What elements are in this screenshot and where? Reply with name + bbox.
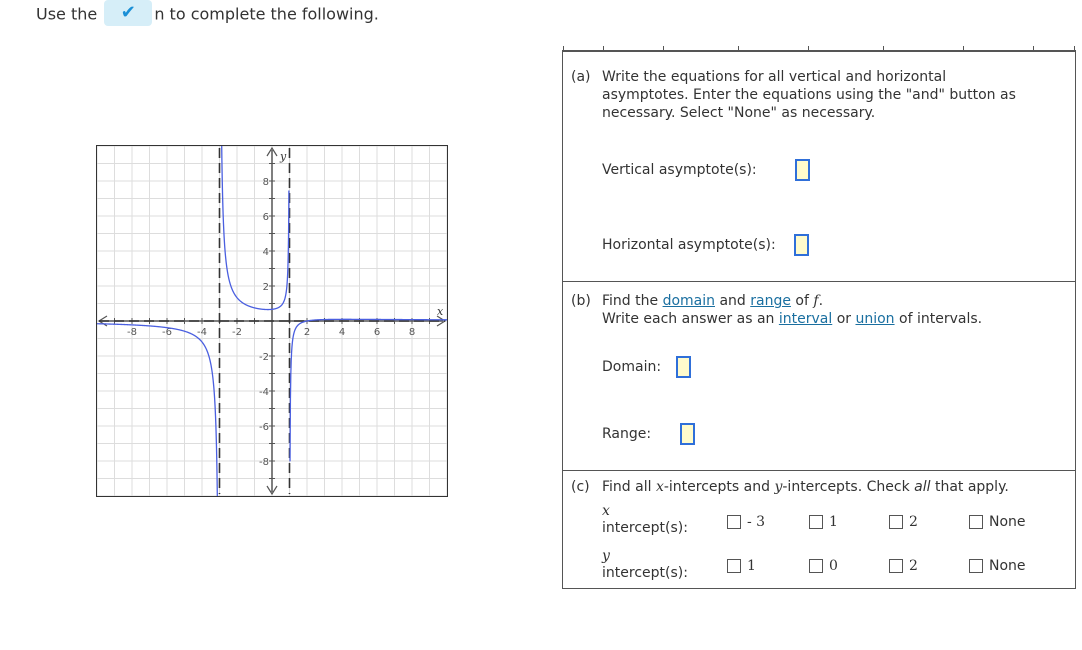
- y-tick-label: -8: [259, 457, 269, 468]
- part-a-line-3: necessary. Select "None" as necessary.: [602, 105, 876, 121]
- x-tick-label: 2: [303, 327, 311, 338]
- instruction-after: n to complete the following.: [154, 4, 379, 24]
- x-intercept-var: x: [602, 503, 610, 519]
- horizontal-asymptote-input[interactable]: [794, 234, 809, 256]
- y-tick-label: 6: [262, 212, 269, 223]
- part-c-label: (c): [571, 479, 590, 495]
- part-b-or: or: [836, 311, 852, 327]
- x-tick-label: -6: [162, 327, 172, 338]
- y-intercept-label: [602, 548, 688, 582]
- y-intercept-option[interactable]: 0: [809, 558, 838, 574]
- checkbox[interactable]: [969, 559, 983, 573]
- chevron-down-icon[interactable]: ✔: [104, 0, 152, 26]
- domain-input[interactable]: [676, 356, 691, 378]
- part-b-line2-prefix: Write each answer as an: [602, 311, 775, 327]
- y-intercept-option[interactable]: 1: [727, 558, 756, 574]
- y-axis-label: y: [280, 150, 287, 163]
- y-intercept-var: y: [602, 548, 610, 564]
- vertical-asymptote-label: Vertical asymptote(s):: [602, 162, 757, 178]
- checkbox[interactable]: [889, 559, 903, 573]
- part-a-line-2: asymptotes. Enter the equations using the "and" button as: [602, 87, 1016, 103]
- checkbox[interactable]: [969, 515, 983, 529]
- y-tick-label: -6: [259, 422, 269, 433]
- part-b-of: of: [795, 293, 809, 309]
- function-f: f: [813, 293, 819, 309]
- x-axis-label: x: [437, 305, 444, 318]
- y-variable: y: [774, 479, 783, 495]
- domain-label: Domain:: [602, 359, 662, 375]
- checkbox[interactable]: [889, 515, 903, 529]
- range-link[interactable]: range: [750, 293, 791, 309]
- union-link[interactable]: union: [855, 311, 895, 327]
- divider: [563, 281, 1075, 282]
- x-tick-label: -8: [127, 327, 137, 338]
- x-tick-label: 8: [408, 327, 416, 338]
- x-tick-label: -4: [197, 327, 207, 338]
- domain-link[interactable]: domain: [662, 293, 715, 309]
- part-c-prefix: Find all: [602, 479, 652, 495]
- question-panel: (a) Write the equations for all vertical and horizontal asymptotes. Enter the equations using the "and" button as necessary. Select "None" as necessary. Vertical asymptote(s): Horizontal asymptote(s): (b) Find the domain and range of f. Write each answer as an interval or union of intervals. Domain: Range: (c) Find all x-intercepts and y-intercepts. Check all that apply. x intercept(s): - 3 1 2 None y intercept(s): 1 0 2 None: [562, 50, 1076, 589]
- function-graph: [96, 145, 448, 497]
- range-label: Range:: [602, 426, 652, 442]
- x-intercept-option[interactable]: 1: [809, 514, 838, 530]
- x-tick-label: 6: [373, 327, 381, 338]
- x-intercept-option-none[interactable]: None: [969, 514, 1026, 530]
- vertical-asymptote-row: [602, 159, 810, 181]
- y-intercept-option-none[interactable]: None: [969, 558, 1026, 574]
- domain-row: [602, 356, 691, 378]
- checkbox[interactable]: [727, 515, 741, 529]
- curve-right-branch: [290, 319, 447, 461]
- horizontal-asymptote-row: [602, 234, 809, 256]
- part-a-line-1: Write the equations for all vertical and horizontal: [602, 69, 947, 85]
- part-b-line2-suffix: of intervals.: [899, 311, 983, 327]
- horizontal-asymptote-label: Horizontal asymptote(s):: [602, 237, 776, 253]
- part-c-mid2: -intercepts. Check: [782, 479, 910, 495]
- y-tick-label: 8: [262, 177, 269, 188]
- curve-left-branch: [97, 324, 218, 496]
- x-tick-label: -2: [232, 327, 242, 338]
- interval-link[interactable]: interval: [778, 311, 833, 327]
- x-intercept-text: intercept(s):: [602, 520, 688, 536]
- all-emphasis: all: [914, 479, 931, 495]
- part-c-mid: -intercepts and: [663, 479, 770, 495]
- y-tick-label: 2: [262, 282, 269, 293]
- x-intercept-option[interactable]: 2: [889, 514, 918, 530]
- y-intercept-text: intercept(s):: [602, 565, 688, 581]
- instruction-before: Use the: [36, 4, 98, 24]
- part-a-label: (a): [571, 69, 591, 85]
- checkbox[interactable]: [809, 515, 823, 529]
- x-intercept-label: [602, 503, 688, 537]
- x-variable: x: [655, 479, 664, 495]
- checkbox[interactable]: [727, 559, 741, 573]
- y-tick-label: -2: [259, 352, 269, 363]
- part-b-line1-prefix: Find the: [602, 293, 659, 309]
- y-tick-label: -4: [259, 387, 269, 398]
- divider: [563, 470, 1075, 471]
- graph-svg: [97, 146, 447, 496]
- part-c-suffix: that apply.: [934, 479, 1009, 495]
- vertical-asymptote-input[interactable]: [795, 159, 810, 181]
- x-tick-label: 4: [338, 327, 346, 338]
- x-intercept-option[interactable]: - 3: [727, 514, 765, 530]
- y-intercept-option[interactable]: 2: [889, 558, 918, 574]
- checkbox[interactable]: [809, 559, 823, 573]
- range-input[interactable]: [680, 423, 695, 445]
- part-b-and: and: [719, 293, 746, 309]
- range-row: [602, 423, 695, 445]
- y-tick-label: 4: [262, 247, 269, 258]
- part-b-label: (b): [571, 293, 591, 309]
- instruction-text: [36, 4, 379, 26]
